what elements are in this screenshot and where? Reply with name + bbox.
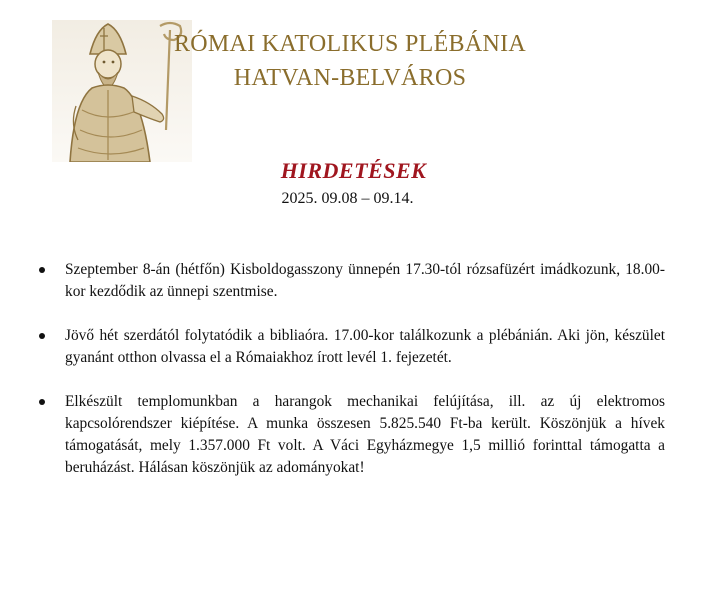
date-range: 2025. 09.08 – 09.14. (281, 190, 414, 207)
announcement-text: Jövő hét szerdától folytatódik a bibliaóra. 17.00-kor találkozunk a plébánián. Aki jön, készület gyanánt otthon olvassa el a Rómaiakhoz írott levél 1. fejezetét. (65, 327, 665, 366)
list-item (37, 391, 665, 479)
bullet-icon (39, 267, 45, 273)
bullet-icon (39, 333, 45, 339)
parish-location: HATVAN-BELVÁROS (233, 65, 467, 91)
bullet-icon (39, 399, 45, 405)
page-title: HIRDETÉSEK (280, 158, 427, 183)
announcement-list (37, 259, 665, 479)
announcement-text: Szeptember 8-án (hétfőn) Kisboldogasszony ünnepén 17.30-tól rózsafüzért imádkozunk, 18.00-kor kezdődik az ünnepi szentmise. (65, 261, 665, 300)
list-item (37, 259, 665, 303)
list-item (37, 325, 665, 369)
parish-name: RÓMAI KATOLIKUS PLÉBÁNIA (173, 31, 527, 57)
announcement-text: Elkészült templomunkban a harangok mechanikai felújítása, ill. az új elektromos kapcsolórendszer kiépítése. A munka összesen 5.825.540 Ft-ba került. Köszönjük a hívek támogatását, mely 1.357.000 Ft volt. A Váci Egyházmegye 1,5 millió forinttal támogatta a beruházást. Hálásan köszönjük az adományokat! (65, 393, 665, 476)
